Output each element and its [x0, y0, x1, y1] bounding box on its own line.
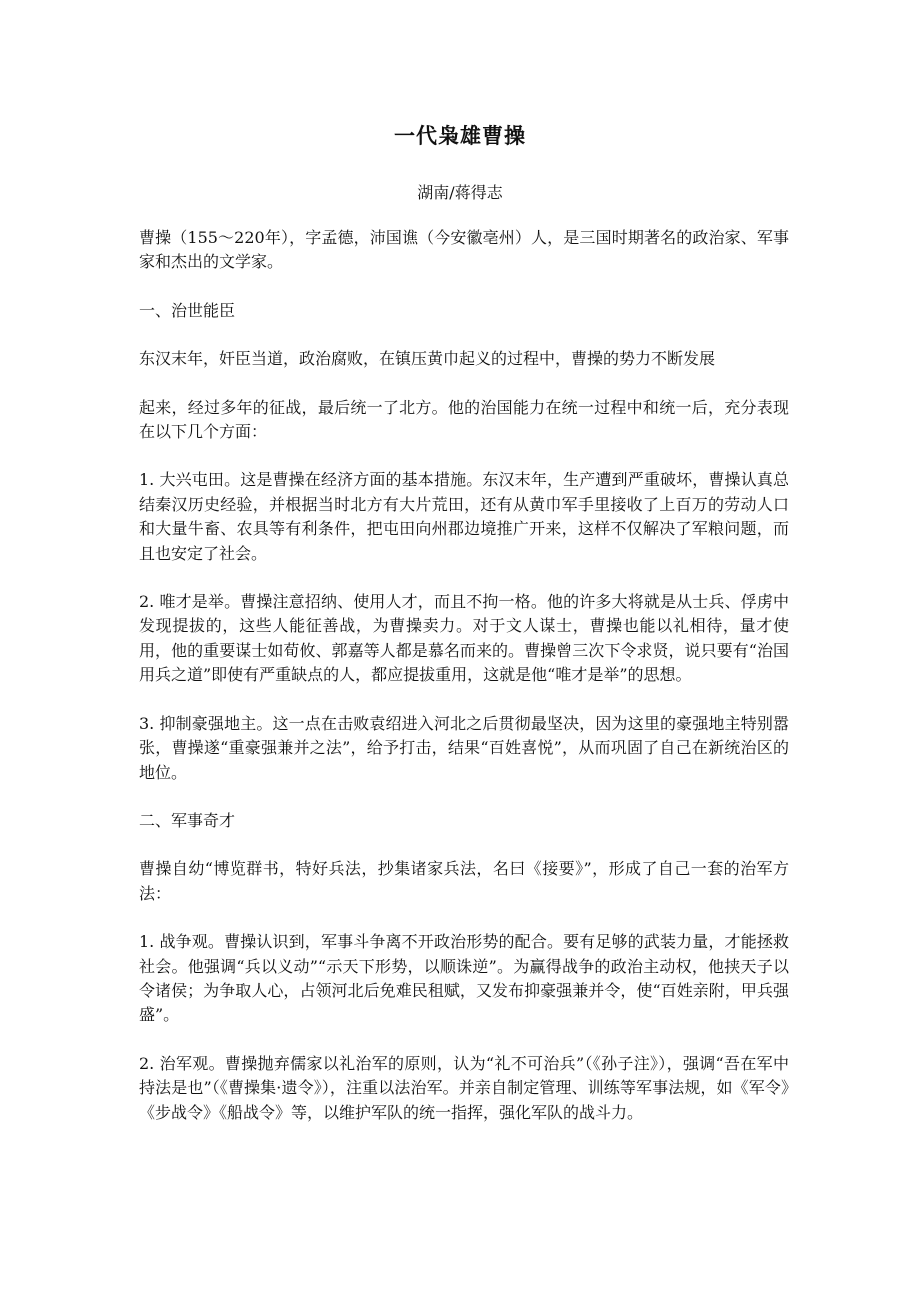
intro-paragraph: 曹操（155～220年），字孟德，沛国谯（今安徽亳州）人，是三国时期著名的政治家、军事家和杰出的文学家。 — [139, 228, 789, 272]
section-heading: 二、军事奇才 — [139, 810, 236, 830]
document-author: 湖南/蒋得志 — [417, 183, 503, 202]
body-paragraph: 1. 战争观。曹操认识到，军事斗争离不开政治形势的配合。要有足够的武装力量，才能拯救社会。他强调“兵以义动”“示天下形势，以顺诛逆”。为赢得战争的政治主动权，他挟天子以令诸侯；为争取人心，占领河北后免难民租赋，又发布抑豪强兼并令，使“百姓亲附，甲兵强盛”。 — [139, 932, 789, 1025]
body-paragraph: 2. 唯才是举。曹操注意招纳、使用人才，而且不拘一格。他的许多大将就是从士兵、俘虏中发现提拔的，这些人能征善战，为曹操卖力。对于文人谋士，曹操也能以礼相待，量才使用，他的重要谋士如荀攸、郭嘉等人都是慕名而来的。曹操曾三次下令求贤，说只要有“治国用兵之道”即使有严重缺点的人，都应提拔重用，这就是他“唯才是举”的思想。 — [139, 592, 789, 685]
body-paragraph: 1. 大兴屯田。这是曹操在经济方面的基本措施。东汉末年，生产遭到严重破坏，曹操认真总结秦汉历史经验，并根据当时北方有大片荒田，还有从黄巾军手里接收了上百万的劳动人口和大量牛畜、农具等有利条件，把屯田向州郡边境推广开来，这样不仅解决了军粮问题，而且也安定了社会。 — [139, 470, 789, 563]
body-paragraph: 曹操自幼“博览群书，特好兵法，抄集诸家兵法，名曰《接要》”，形成了自己一套的治军方法： — [139, 859, 789, 903]
body-paragraph: 东汉末年，奸臣当道，政治腐败，在镇压黄巾起义的过程中，曹操的势力不断发展 — [139, 349, 716, 369]
body-paragraph: 3. 抑制豪强地主。这一点在击败袁绍进入河北之后贯彻最坚决，因为这里的豪强地主特别嚣张，曹操遂“重豪强兼并之法”，给予打击，结果“百姓喜悦”，从而巩固了自己在新统治区的地位。 — [139, 713, 789, 782]
body-paragraph: 2. 治军观。曹操抛弃儒家以礼治军的原则，认为“礼不可治兵”（《孙子注》），强调“吾在军中持法是也”（《曹操集·遗令》），注重以法治军。并亲自制定管理、训练等军事法规，如《军令》《步战令》《船战令》等，以维护军队的统一指挥，强化军队的战斗力。 — [139, 1053, 789, 1122]
document-body — [139, 226, 789, 1149]
section-heading: 一、治世能臣 — [139, 300, 236, 320]
body-paragraph: 起来，经过多年的征战，最后统一了北方。他的治国能力在统一过程中和统一后，充分表现在以下几个方面： — [139, 397, 789, 442]
document-title: 一代枭雄曹操 — [394, 124, 526, 148]
